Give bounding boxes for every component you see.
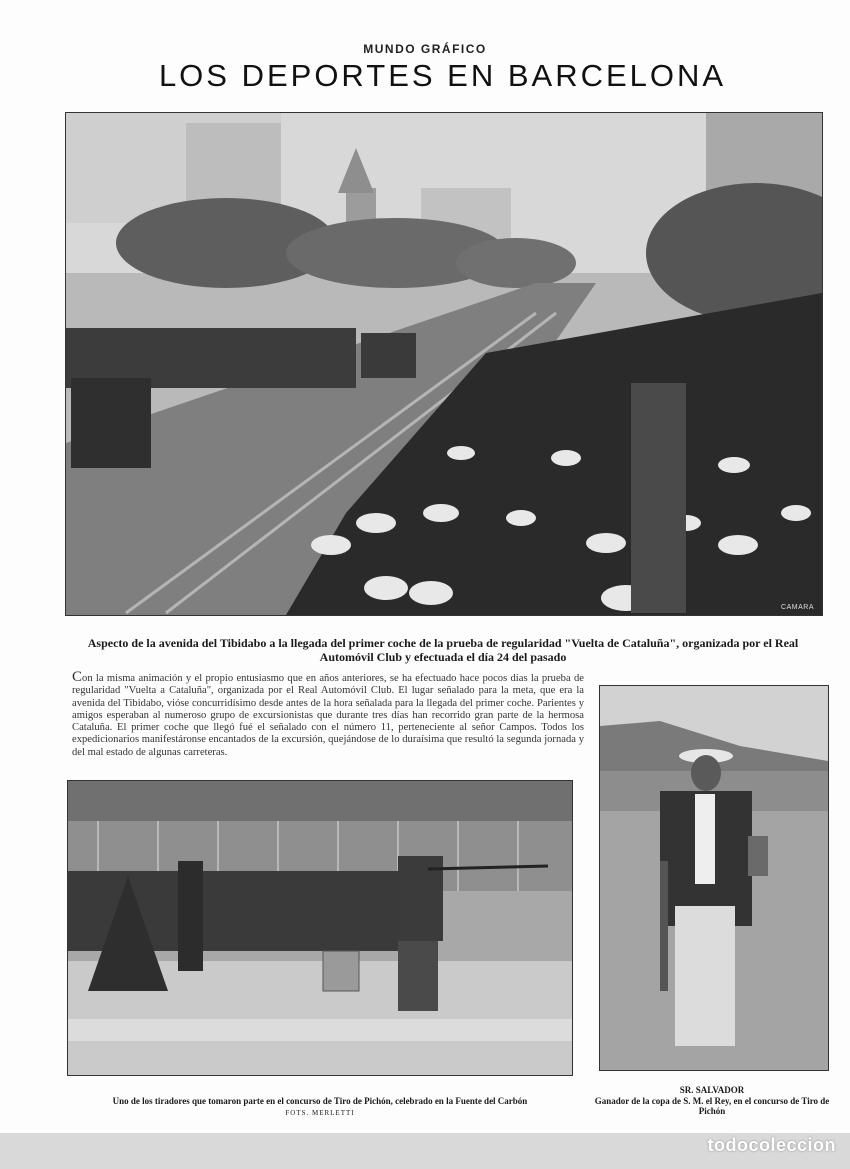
main-photo-avenida-tibidabo [65,112,823,616]
shooter-photo [67,780,573,1076]
portrait-photo-sr-salvador [599,685,829,1071]
masthead: MUNDO GRÁFICO [363,42,487,56]
article-text: Con la misma animación y el propio entusiasmo que en años anteriores, se ha efectuado hace pocos días la prueba de regularidad "Vuelta a Cataluña", organizada por el Real Automóvil Club. El lugar señalado para la meta, que era la avenida del Tibidabo, vióse concurridísimo desde antes de la hora señalada para la llegada del primer coche. Parientes y amigos esperaban al numeroso grupo de excursionistas que durante tres días han recorrido gran parte de la hermosa Cataluña. El primer coche que llegó fué el señalado con el número 11, perteneciente al señor Campos. Todos los expedicionarios manifestáronse encantados de la excursión, quejándose de lo duraísima que resultó la segunda jornada y del mal estado de algunas carreteras. [72,669,584,758]
portrait-photo-caption [588,1085,836,1117]
page-title: LOS DEPORTES EN BARCELONA [158,58,727,93]
main-photo-caption: Aspecto de la avenida del Tibidabo a la llegada del primer coche de la prueba de regularidad "Vuelta de Cataluña", organizada por el Real Automóvil Club y efectuada el día 24 del pasado [87,636,799,664]
shooter-caption-text: Uno de los tiradores que tomaron parte en el concurso de Tiro de Pichón, celebrado en la Fuente del Carbón [112,1096,528,1106]
photo-credit: CAMARA [781,604,814,611]
shooter-photo-caption [62,1096,578,1118]
portrait-name: SR. SALVADOR [679,1085,745,1095]
watermark-logo: todocoleccion [707,1135,836,1155]
shooter-photo-credit: FOTS. MERLETTI [285,1108,355,1117]
portrait-caption-text: Ganador de la copa de S. M. el Rey, en el concurso de Tiro de Pichón [594,1095,830,1116]
